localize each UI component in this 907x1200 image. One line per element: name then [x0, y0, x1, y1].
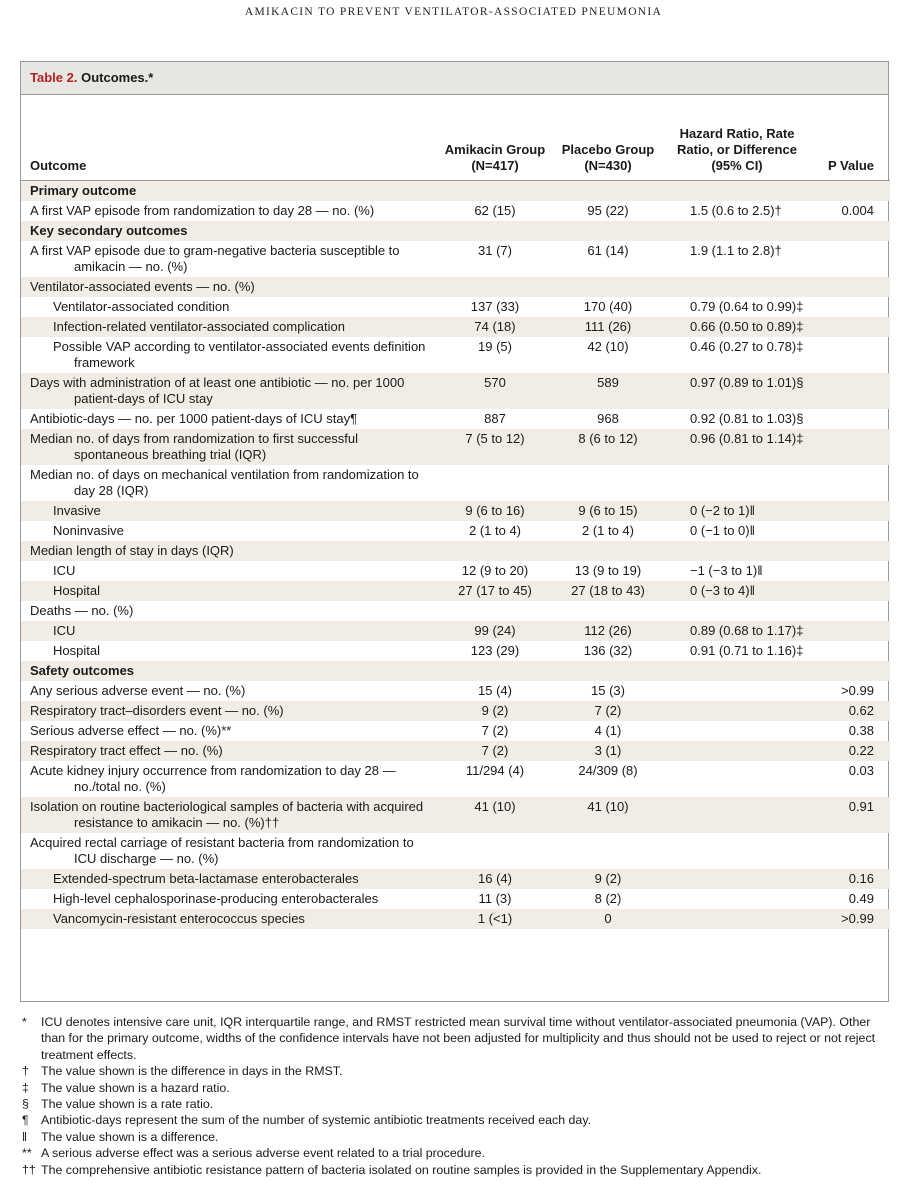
- placebo-value: 136 (32): [583, 643, 633, 658]
- placebo-value: 8 (2): [594, 891, 622, 906]
- amikacin-value: 74 (18): [436, 317, 554, 337]
- row-label: [21, 561, 436, 581]
- row-label: [21, 621, 436, 641]
- amikacin-value: 27 (17 to 45): [436, 581, 554, 601]
- table-row: [21, 181, 890, 202]
- row-label-text: Infection-related ventilator-associated complication: [53, 319, 345, 334]
- p-value: [812, 337, 890, 373]
- amikacin-value: [436, 465, 554, 501]
- row-label: [21, 721, 436, 741]
- ratio-value: 0.79 (0.64 to 0.99)‡: [690, 299, 804, 314]
- placebo-value: 2 (1 to 4): [581, 523, 635, 538]
- row-label-text: Hospital: [53, 583, 100, 598]
- table-row: [21, 221, 890, 241]
- table-row: [21, 661, 890, 681]
- ratio-value: [662, 761, 812, 797]
- p-value: [812, 317, 890, 337]
- table-row: [21, 561, 890, 581]
- row-label-text: Respiratory tract effect — no. (%): [30, 743, 223, 758]
- footnote-symbol: †: [22, 1064, 29, 1079]
- amikacin-value: 15 (4): [478, 683, 512, 698]
- p-value: [812, 373, 890, 409]
- p-value: 0.49: [848, 891, 874, 906]
- amikacin-value: 19 (5): [478, 339, 512, 354]
- row-label: [21, 241, 436, 277]
- placebo-value: 8 (6 to 12): [554, 429, 662, 465]
- amikacin-value: 9 (6 to 16): [436, 501, 554, 521]
- amikacin-value: 570: [436, 373, 554, 409]
- p-value: [812, 501, 890, 521]
- amikacin-value: 11 (3): [478, 891, 512, 906]
- table-row: [21, 241, 890, 277]
- row-label: [21, 409, 436, 429]
- row-label-text: Invasive: [53, 503, 101, 518]
- table-row: [21, 317, 890, 337]
- p-value: 0.03: [848, 763, 874, 778]
- footnote-symbol: ††: [22, 1162, 36, 1177]
- placebo-value: 13 (9 to 19): [574, 563, 642, 578]
- row-label-text: Days with administration of at least one antibiotic — no. per 1000 patient-days of ICU stay: [30, 375, 405, 406]
- p-value: [812, 429, 890, 465]
- footnote-symbol: **: [22, 1146, 32, 1161]
- p-value: [812, 833, 890, 869]
- outcomes-table: [20, 61, 889, 1002]
- row-label: [21, 201, 436, 221]
- placebo-value: 42 (10): [587, 339, 629, 354]
- ratio-value: 0.96 (0.81 to 1.14)‡: [662, 429, 812, 465]
- p-value: >0.99: [812, 909, 890, 929]
- row-label-text: A first VAP episode due to gram-negative bacteria susceptible to amikacin — no. (%): [30, 243, 400, 274]
- ratio-value: [662, 833, 812, 869]
- table-row: [21, 501, 890, 521]
- amikacin-value: 7 (5 to 12): [436, 429, 554, 465]
- footnotes: [22, 1014, 888, 1178]
- footnote: [22, 1063, 888, 1079]
- row-label-text: ICU: [53, 563, 76, 578]
- ratio-value: [662, 889, 812, 909]
- row-label-text: Respiratory tract–disorders event — no. (%): [30, 703, 284, 718]
- footnote-text: The comprehensive antibiotic resistance pattern of bacteria isolated on routine samples is provided in the Supplementary Appendix.: [41, 1162, 762, 1177]
- row-label: [21, 373, 436, 409]
- amikacin-value: 123 (29): [470, 643, 520, 658]
- amikacin-value: [436, 221, 554, 241]
- placebo-value: 95 (22): [587, 203, 629, 218]
- ratio-value: 0 (−1 to 0)‖: [690, 523, 755, 538]
- footnote: [22, 1096, 888, 1112]
- ratio-value: 0.89 (0.68 to 1.17)‡: [662, 621, 812, 641]
- p-value: [812, 541, 890, 561]
- ratio-value: [662, 601, 812, 621]
- ratio-value: 0.97 (0.89 to 1.01)§: [662, 373, 812, 409]
- placebo-value: 24/309 (8): [578, 763, 638, 778]
- ratio-value: [662, 181, 812, 202]
- table-row: [21, 581, 890, 601]
- placebo-value: 27 (18 to 43): [554, 581, 662, 601]
- footnote: [22, 1014, 888, 1063]
- p-value: [812, 581, 890, 601]
- row-label: [21, 317, 436, 337]
- row-label: [21, 741, 436, 761]
- amikacin-value: 16 (4): [436, 869, 554, 889]
- p-value: [812, 241, 890, 277]
- row-label: [21, 601, 436, 621]
- row-label: [21, 641, 436, 661]
- ratio-value: [662, 661, 812, 681]
- amikacin-value: [436, 833, 554, 869]
- placebo-value: 170 (40): [583, 299, 633, 314]
- row-label: [21, 889, 436, 909]
- placebo-value: [554, 601, 662, 621]
- placebo-value: 589: [554, 373, 662, 409]
- ratio-value: 1.5 (0.6 to 2.5)†: [690, 203, 782, 218]
- table-row: [21, 201, 890, 221]
- ratio-value: −1 (−3 to 1)‖: [690, 563, 763, 578]
- row-label-text: Safety outcomes: [30, 663, 135, 678]
- table-row: [21, 297, 890, 317]
- p-value: 0.62: [812, 701, 890, 721]
- header-p-value: P Value: [812, 95, 890, 181]
- amikacin-value: 7 (2): [481, 723, 509, 738]
- amikacin-value: 12 (9 to 20): [461, 563, 529, 578]
- row-label: [21, 221, 436, 241]
- p-value: [812, 621, 890, 641]
- placebo-value: 41 (10): [554, 797, 662, 833]
- p-value: [812, 409, 890, 429]
- row-label: [21, 501, 436, 521]
- footnote: [22, 1162, 888, 1178]
- p-value: 0.91: [812, 797, 890, 833]
- row-label-text: A first VAP episode from randomization to day 28 — no. (%): [30, 203, 375, 218]
- table-row: [21, 601, 890, 621]
- footnote-symbol: ‡: [22, 1080, 29, 1095]
- table-row: [21, 869, 890, 889]
- ratio-value: [662, 909, 812, 929]
- p-value: [812, 221, 890, 241]
- row-label: [21, 429, 436, 465]
- amikacin-value: 99 (24): [436, 621, 554, 641]
- p-value: [812, 297, 890, 317]
- amikacin-value: [436, 541, 554, 561]
- table-row: [21, 741, 890, 761]
- row-label-text: Any serious adverse event — no. (%): [30, 683, 246, 698]
- row-label-text: Acquired rectal carriage of resistant bacteria from randomization to ICU discharge — no. (%): [30, 835, 414, 866]
- ratio-value: 0.91 (0.71 to 1.16)‡: [690, 643, 804, 658]
- ratio-value: [662, 721, 812, 741]
- row-label-text: Serious adverse effect — no. (%)**: [30, 723, 232, 738]
- placebo-value: [554, 277, 662, 297]
- table-row: [21, 641, 890, 661]
- amikacin-value: 9 (2): [436, 701, 554, 721]
- placebo-value: [554, 221, 662, 241]
- ratio-value: [662, 541, 812, 561]
- table-row: [21, 761, 890, 797]
- row-label-text: Key secondary outcomes: [30, 223, 188, 238]
- row-label-text: Noninvasive: [53, 523, 124, 538]
- row-label-text: Possible VAP according to ventilator-associated events definition framework: [53, 339, 426, 370]
- row-label: [21, 277, 436, 297]
- p-value: 0.16: [812, 869, 890, 889]
- p-value: [812, 277, 890, 297]
- ratio-value: 0 (−2 to 1)‖: [662, 501, 812, 521]
- amikacin-value: 62 (15): [474, 203, 516, 218]
- placebo-value: 15 (3): [591, 683, 625, 698]
- amikacin-value: 137 (33): [470, 299, 520, 314]
- header-placebo: Placebo Group (N=430): [554, 95, 662, 181]
- table-row: [21, 337, 890, 373]
- table-row: [21, 889, 890, 909]
- row-label-text: Median no. of days from randomization to first successful spontaneous breathing trial (IQR): [30, 431, 359, 462]
- amikacin-value: [436, 661, 554, 681]
- placebo-value: 112 (26): [554, 621, 662, 641]
- amikacin-value: 41 (10): [436, 797, 554, 833]
- p-value: [812, 661, 890, 681]
- table-row: [21, 909, 890, 929]
- row-label-text: Extended-spectrum beta-lactamase enterobacterales: [53, 871, 359, 886]
- placebo-value: 4 (1): [594, 723, 622, 738]
- row-label: [21, 581, 436, 601]
- row-label: [21, 181, 436, 202]
- placebo-value: [554, 541, 662, 561]
- row-label-text: Acute kidney injury occurrence from randomization to day 28 — no./total no. (%): [30, 763, 396, 794]
- row-label: [21, 465, 436, 501]
- footnote-text: Antibiotic-days represent the sum of the number of systemic antibiotic treatments received each day.: [41, 1113, 592, 1128]
- p-value: 0.22: [812, 741, 890, 761]
- amikacin-value: [436, 277, 554, 297]
- p-value: 0.004: [841, 203, 874, 218]
- footnote-text: A serious adverse effect was a serious adverse event related to a trial procedure.: [41, 1146, 486, 1161]
- table-row: [21, 521, 890, 541]
- amikacin-value: 11/294 (4): [465, 763, 525, 778]
- ratio-value: 0 (−3 to 4)‖: [662, 581, 812, 601]
- p-value: [812, 641, 890, 661]
- row-label: [21, 521, 436, 541]
- table-row: [21, 409, 890, 429]
- p-value: 0.38: [848, 723, 874, 738]
- p-value: >0.99: [841, 683, 874, 698]
- data-table: [21, 95, 890, 929]
- table-row: [21, 721, 890, 741]
- amikacin-value: 1 (<1): [436, 909, 554, 929]
- table-row: [21, 681, 890, 701]
- footnote: [22, 1145, 888, 1161]
- ratio-value: [662, 701, 812, 721]
- footnote: [22, 1129, 888, 1145]
- running-head: AMIKACIN TO PREVENT VENTILATOR-ASSOCIATED PNEUMONIA: [244, 6, 663, 18]
- placebo-value: 9 (2): [554, 869, 662, 889]
- p-value: [812, 601, 890, 621]
- row-label: [21, 761, 436, 797]
- p-value: [812, 465, 890, 501]
- row-label: [21, 701, 436, 721]
- footnote-text: The value shown is a difference.: [41, 1129, 219, 1144]
- header-row: [21, 95, 890, 181]
- table-row: [21, 277, 890, 297]
- table-row: [21, 797, 890, 833]
- placebo-value: 111 (26): [554, 317, 662, 337]
- placebo-value: 61 (14): [587, 243, 629, 258]
- p-value: [812, 521, 890, 541]
- placebo-value: [554, 181, 662, 202]
- placebo-value: 968: [597, 411, 619, 426]
- table-title-text: Outcomes.*: [81, 70, 154, 85]
- footnote-text: The value shown is a hazard ratio.: [41, 1080, 230, 1095]
- table-row: [21, 429, 890, 465]
- row-label-text: Primary outcome: [30, 183, 137, 198]
- amikacin-value: [436, 601, 554, 621]
- table-number: Table 2.: [30, 70, 78, 85]
- amikacin-value: 887: [484, 411, 506, 426]
- ratio-value: [662, 681, 812, 701]
- row-label-text: Ventilator-associated events — no. (%): [30, 279, 255, 294]
- ratio-value: 0.92 (0.81 to 1.03)§: [690, 411, 804, 426]
- footnote: [22, 1080, 888, 1096]
- row-label: [21, 833, 436, 869]
- row-label: [21, 541, 436, 561]
- ratio-value: [662, 221, 812, 241]
- amikacin-value: 7 (2): [436, 741, 554, 761]
- table-row: [21, 541, 890, 561]
- header-amikacin: Amikacin Group (N=417): [436, 95, 554, 181]
- row-label-text: ICU: [53, 623, 76, 638]
- header-ratio: Hazard Ratio, Rate Ratio, or Difference (95% CI): [662, 95, 812, 181]
- footnote-symbol: *: [22, 1015, 27, 1029]
- row-label-text: Median no. of days on mechanical ventilation from randomization to day 28 (IQR): [30, 467, 419, 498]
- placebo-value: 7 (2): [554, 701, 662, 721]
- placebo-value: [554, 465, 662, 501]
- row-label: [21, 297, 436, 317]
- table-row: [21, 833, 890, 869]
- row-label-text: Median length of stay in days (IQR): [30, 543, 234, 558]
- row-label: [21, 681, 436, 701]
- placebo-value: 3 (1): [554, 741, 662, 761]
- amikacin-value: 31 (7): [478, 243, 512, 258]
- row-label-text: Antibiotic-days — no. per 1000 patient-days of ICU stay¶: [30, 411, 358, 426]
- row-label-text: Vancomycin-resistant enterococcus species: [53, 911, 305, 926]
- row-label: [21, 869, 436, 889]
- table-row: [21, 373, 890, 409]
- row-label-text: Ventilator-associated condition: [53, 299, 230, 314]
- footnote-symbol: ‖: [22, 1129, 28, 1144]
- row-label: [21, 661, 436, 681]
- table-row: [21, 465, 890, 501]
- footnote-symbol: ¶: [22, 1113, 29, 1128]
- row-label-text: Deaths — no. (%): [30, 603, 134, 618]
- footnote-text: The value shown is a rate ratio.: [41, 1097, 214, 1112]
- header-outcome: Outcome: [21, 95, 436, 181]
- p-value: [812, 181, 890, 202]
- table-row: [21, 621, 890, 641]
- ratio-value: [662, 797, 812, 833]
- p-value: [812, 561, 890, 581]
- ratio-value: 0.66 (0.50 to 0.89)‡: [662, 317, 812, 337]
- table-row: [21, 701, 890, 721]
- amikacin-value: [436, 181, 554, 202]
- row-label: [21, 797, 436, 833]
- footnote-text: The value shown is the difference in days in the RMST.: [41, 1064, 343, 1079]
- row-label: [21, 337, 436, 373]
- ratio-value: [662, 741, 812, 761]
- placebo-value: 9 (6 to 15): [554, 501, 662, 521]
- row-label-text: Isolation on routine bacteriological samples of bacteria with acquired resistance to amikacin — no. (%)††: [30, 799, 424, 830]
- ratio-value: [662, 465, 812, 501]
- footnote-text: ICU denotes intensive care unit, IQR interquartile range, and RMST restricted mean survival time without ventilator-associated pneumonia (VAP). Other than for the primary outcome, widths of the confidence intervals have not been adjusted for multiplicity and thus should not be used to reject or not reject treatment effects.: [41, 1015, 876, 1062]
- placebo-value: 0: [554, 909, 662, 929]
- placebo-value: [554, 833, 662, 869]
- row-label-text: High-level cephalosporinase-producing enterobacterales: [53, 891, 379, 906]
- ratio-value: [662, 277, 812, 297]
- footnote-symbol: §: [22, 1097, 29, 1112]
- row-label: [21, 909, 436, 929]
- ratio-value: [662, 869, 812, 889]
- placebo-value: [554, 661, 662, 681]
- amikacin-value: 2 (1 to 4): [468, 523, 522, 538]
- ratio-value: 0.46 (0.27 to 0.78)‡: [690, 339, 804, 354]
- footnote: [22, 1112, 888, 1128]
- row-label-text: Hospital: [53, 643, 100, 658]
- ratio-value: 1.9 (1.1 to 2.8)†: [690, 243, 782, 258]
- table-title: [21, 62, 888, 95]
